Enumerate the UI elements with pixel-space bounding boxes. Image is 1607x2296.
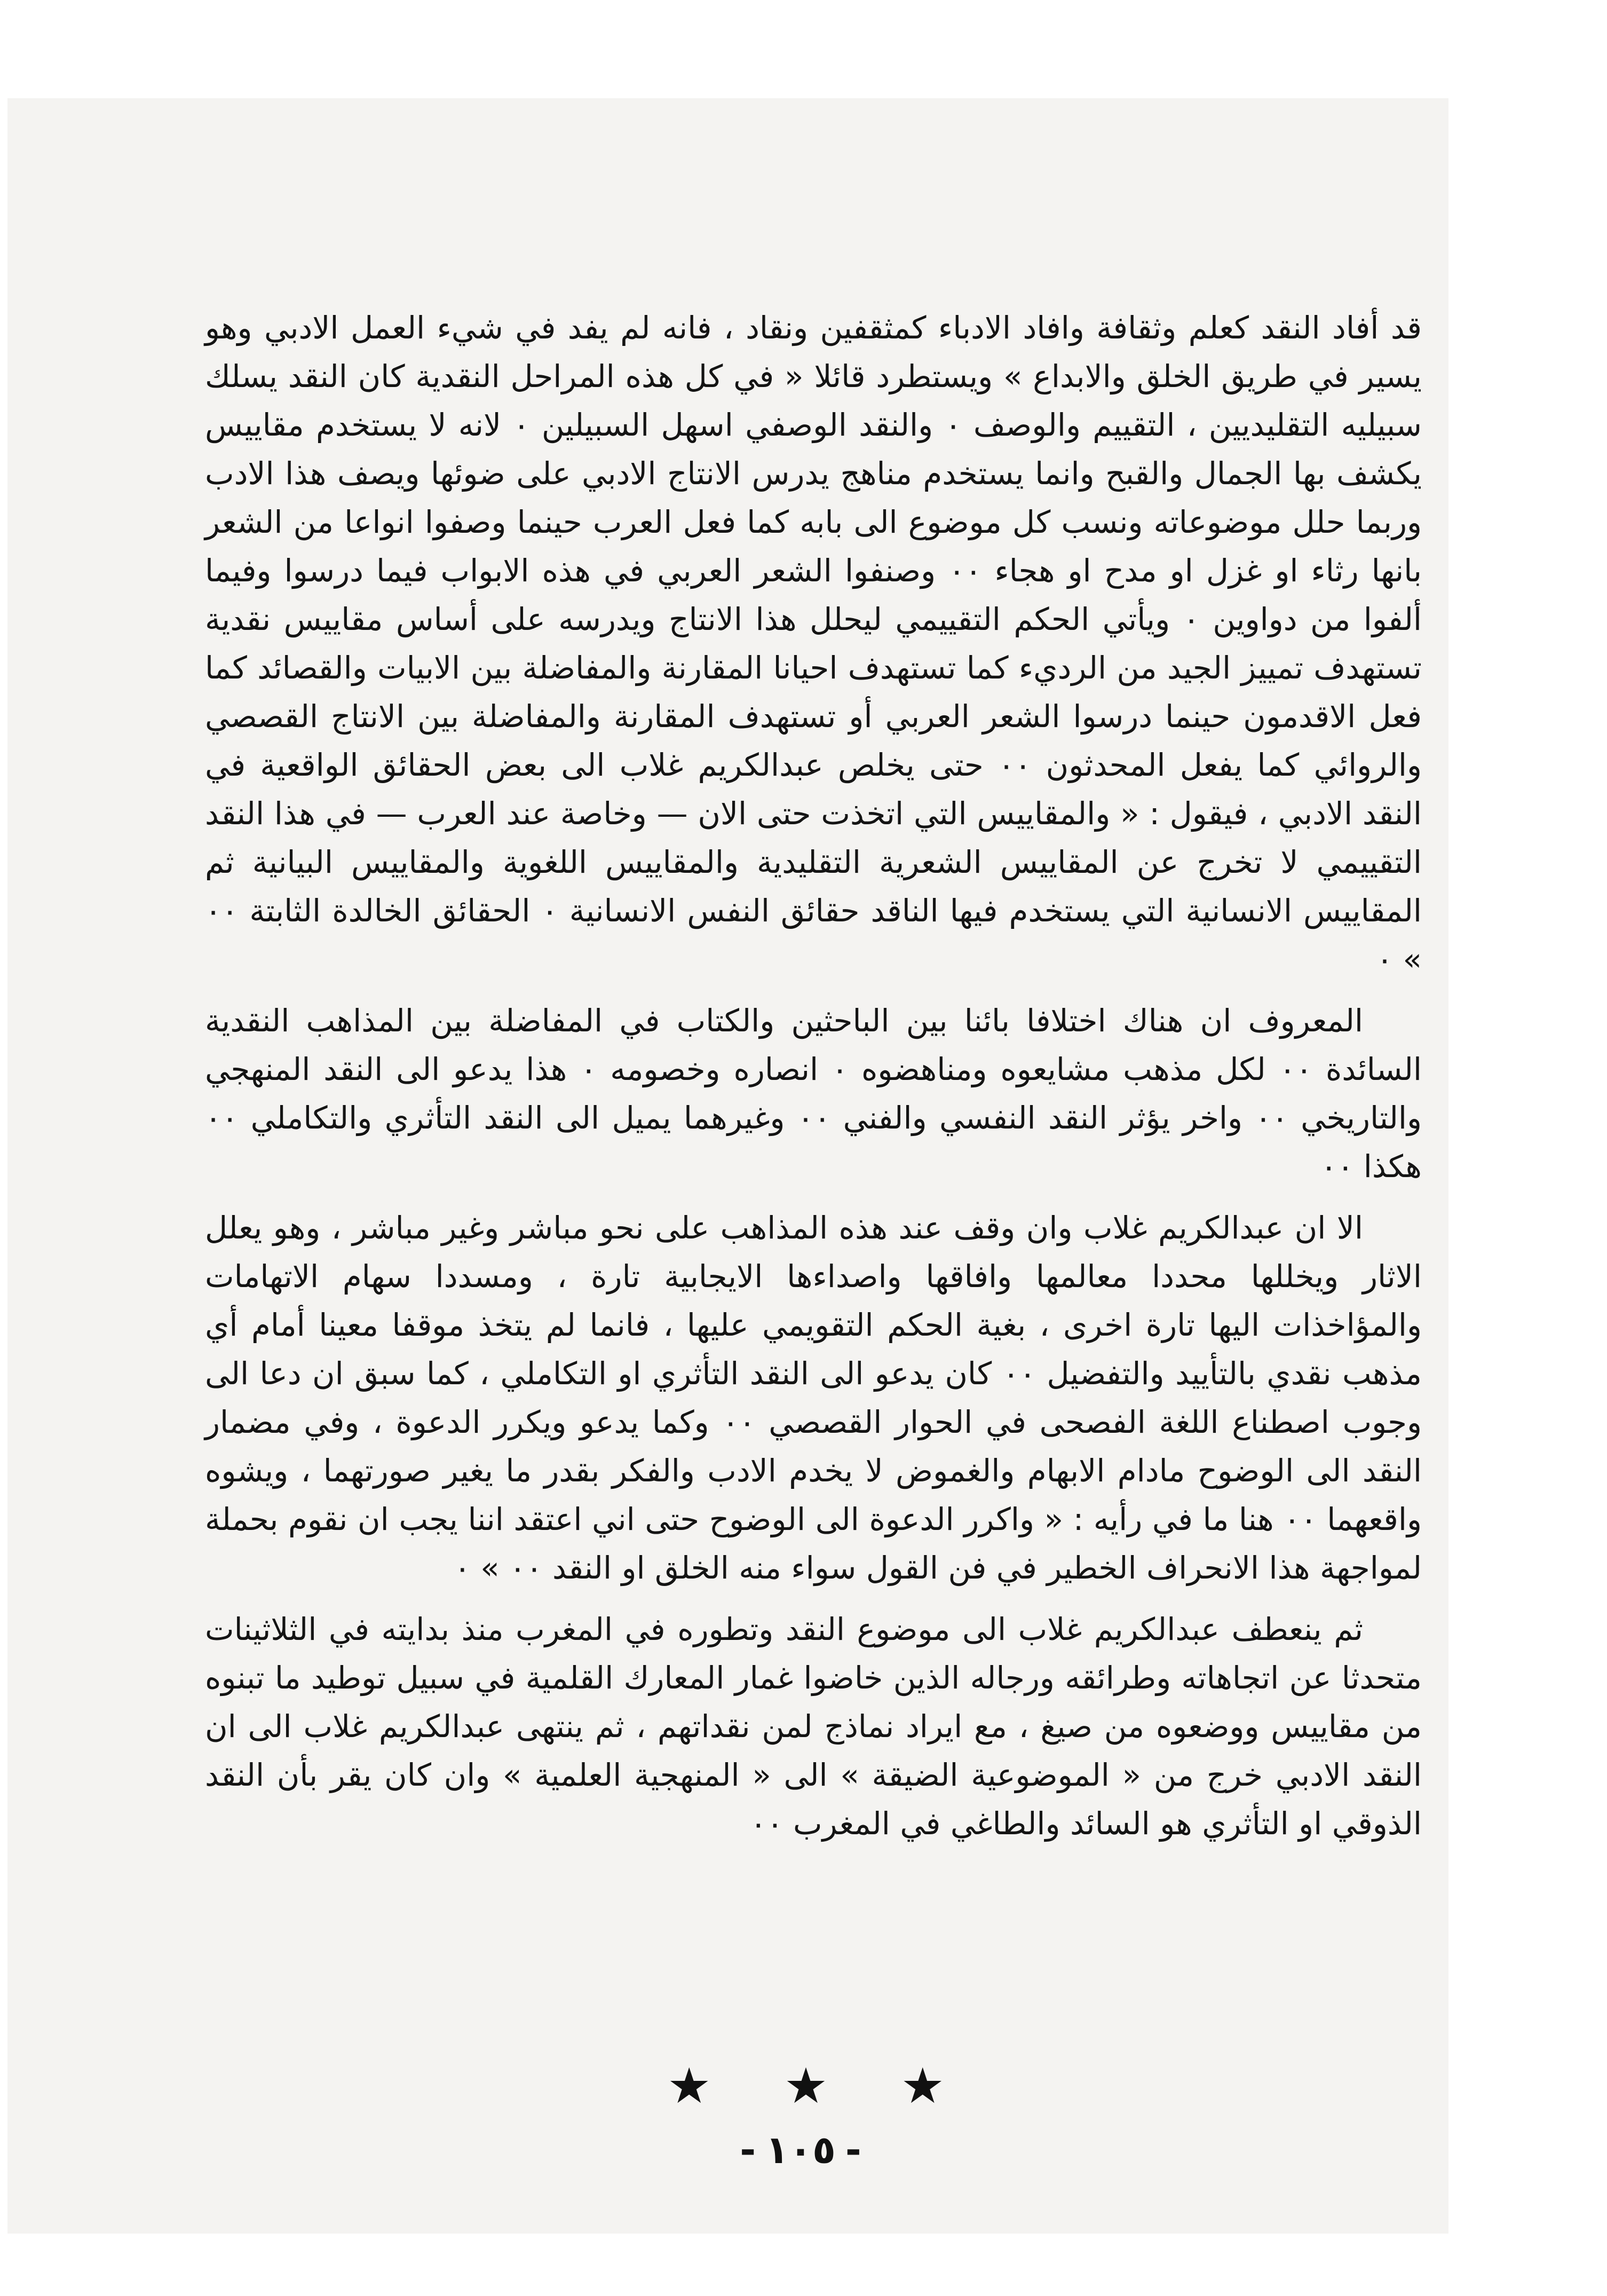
page-number-value: ١٠٥ (765, 2127, 836, 2172)
page-number (694, 2127, 907, 2172)
star-icon: ★ (667, 2057, 711, 2114)
paragraph-2 (205, 997, 1422, 1191)
paragraph-1-text: قد أفاد النقد كعلم وثقافة وافاد الادباء كمثقفين ونقاد ، فانه لم يفد في شيء العمل الادبي وهو يسير في طريق الخلق والابداع » ويستطرد قائلا « في كل هذه المراحل النقدية كان النقد يسلك سبيليه التقليديين ، التقييم والوصف ٠ والنقد الوصفي اسهل السبيلين ٠ لانه لا يستخدم مقاييس يكشف بها الجمال والقبح وانما يستخدم مناهج يدرس الانتاج الادبي على ضوئها ويصف هذا الادب وربما حلل موضوعاته ونسب كل موضوع الى بابه كما فعل العرب حينما وصفوا انواعا من الشعر بانها رثاء او غزل او مدح او هجاء ٠٠ وصنفوا الشعر العربي في هذه الابواب فيما درسوا وفيما ألفوا من دواوين ٠ ويأتي الحكم التقييمي ليحلل هذا الانتاج ويدرسه على أساس مقاييس نقدية تستهدف تمييز الجيد من الرديء كما تستهدف احيانا المقارنة والمفاضلة بين الابيات والقصائد كما فعل الاقدمون حينما درسوا الشعر العربي أو تستهدف المقارنة والمفاضلة بين الانتاج القصصي والروائي كما يفعل المحدثون ٠٠ حتى يخلص عبدالكريم غلاب الى بعض الحقائق الواقعية في النقد الادبي ، فيقول : « والمقاييس التي اتخذت حتى الان — وخاصة عند العرب — في هذا النقد التقييمي لا تخرج عن المقاييس الشعرية التقليدية والمقاييس اللغوية والمقاييس البيانية ثم المقاييس الانسانية التي يستخدم فيها الناقد حقائق النفس الانسانية ٠ الحقائق الخالدة الثابتة ٠٠ » ٠ (205, 310, 1422, 977)
body-text (205, 304, 1422, 1848)
book-page (7, 98, 1448, 2234)
paragraph-1 (205, 304, 1422, 984)
star-icon: ★ (783, 2057, 828, 2114)
paragraph-3-text: الا ان عبدالكريم غلاب وان وقف عند هذه المذاهب على نحو مباشر وغير مباشر ، وهو يعلل الاثار ويخللها محددا معالمها وافاقها واصداءها الايجابية تارة ، ومسددا سهام الاتهامات والمؤاخذات اليها تارة اخرى ، بغية الحكم التقويمي عليها ، فانما لم يتخذ موقفا معينا أمام أي مذهب نقدي بالتأييد والتفضيل ٠٠ كان يدعو الى النقد التأثري او التكاملي ، كما سبق ان دعا الى وجوب اصطناع اللغة الفصحى في الحوار القصصي ٠٠ وكما يدعو ويكرر الدعوة ، وفي مضمار النقد الى الوضوح مادام الابهام والغموض لا يخدم الادب والفكر بقدر ما يغير صورتهما ، ويشوه واقعهما ٠٠ هنا ما في رأيه : « واكرر الدعوة الى الوضوح حتى اني اعتقد اننا يجب ان نقوم بحملة لمواجهة هذا الانحراف الخطير في فن القول سواء منه الخلق او النقد ٠٠ » ٠ (205, 1210, 1422, 1586)
paragraph-2-text: المعروف ان هناك اختلافا بائنا بين الباحثين والكتاب في المفاضلة بين المذاهب النقدية السائدة ٠٠ لكل مذهب مشايعوه ومناهضوه ٠ انصاره وخصومه ٠ هذا يدعو الى النقد المنهجي والتاريخي ٠٠ واخر يؤثر النقد النفسي والفني ٠٠ وغيرهما يميل الى النقد التأثري والتكاملي ٠٠ هكذا ٠٠ (205, 1003, 1422, 1185)
paragraph-3 (205, 1204, 1422, 1592)
paragraph-4-text: ثم ينعطف عبدالكريم غلاب الى موضوع النقد وتطوره في المغرب منذ بدايته في الثلاثينات متحدثا عن اتجاهاته وطرائقه ورجاله الذين خاضوا غمار المعارك القلمية في سبيل توطيد ما تبنوه من مقاييس ووضعوه من صيغ ، مع ايراد نماذج لمن نقداتهم ، ثم ينتهى عبدالكريم غلاب الى ان النقد الادبي خرج من « الموضوعية الضيقة » الى « المنهجية العلمية » وان كان يقر بأن النقد الذوقي او التأثري هو السائد والطاغي في المغرب ٠٠ (205, 1611, 1422, 1842)
section-separator (667, 2057, 945, 2114)
page-number-dash: - (740, 2127, 756, 2172)
page-number-dash: - (845, 2127, 861, 2172)
paragraph-4 (205, 1605, 1422, 1848)
star-icon: ★ (900, 2057, 945, 2114)
